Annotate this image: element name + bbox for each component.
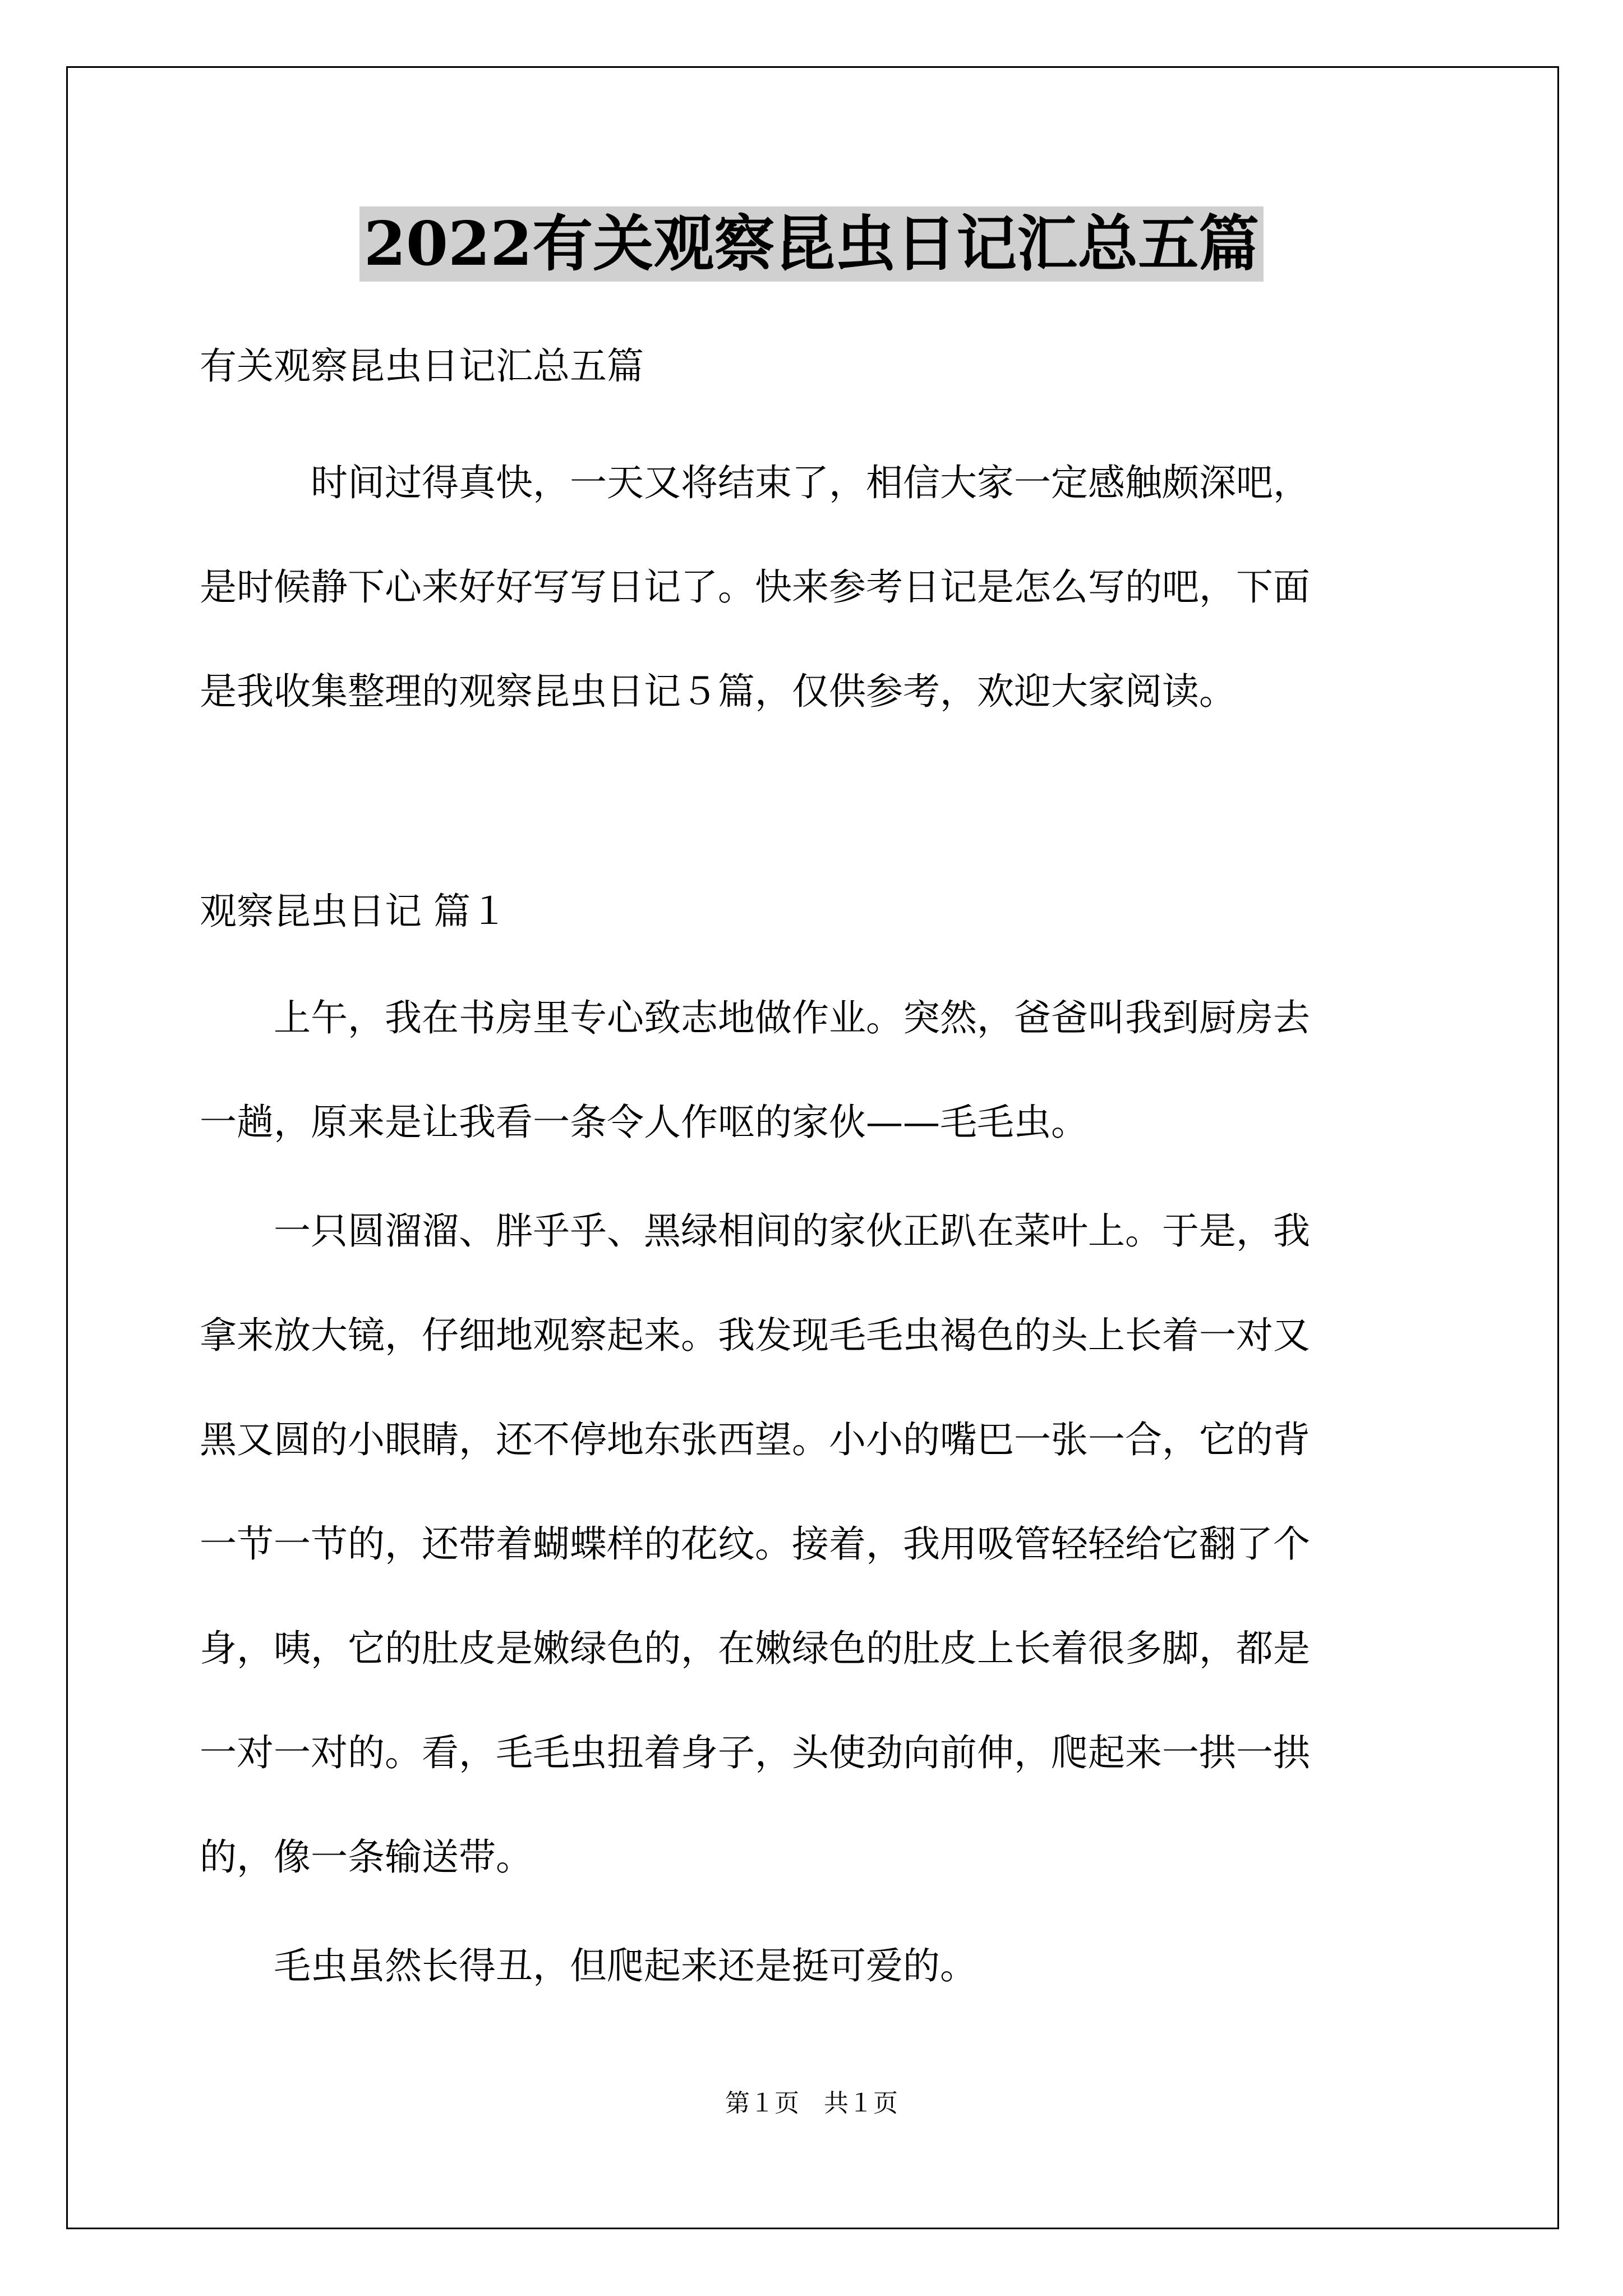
paragraph2-line-1: 一只圆溜溜、胖乎乎、黑绿相间的家伙正趴在菜叶上。于是，我 [200, 1209, 1310, 1253]
paragraph2-line-6: 一对一对的。看，毛毛虫扭着身子，头使劲向前伸，爬起来一拱一拱 [200, 1731, 1310, 1774]
paragraph3-line-1: 毛虫虽然长得丑，但爬起来还是挺可爱的。 [200, 1944, 977, 1987]
paragraph2-line-3: 黑又圆的小眼睛，还不停地东张西望。小小的嘴巴一张一合，它的背 [200, 1418, 1310, 1461]
section-heading: 观察昆虫日记 篇１ [200, 890, 508, 933]
intro-line-2: 是时候静下心来好好写写日记了。快来参考日记是怎么写的吧，下面 [200, 565, 1310, 609]
intro-line-1: 时间过得真快，一天又将结束了，相信大家一定感触颇深吧， [200, 461, 1310, 504]
paragraph1-line-1: 上午，我在书房里专心致志地做作业。突然，爸爸叫我到厨房去 [200, 996, 1310, 1039]
paragraph1-line-2: 一趟，原来是让我看一条令人作呕的家伙——毛毛虫。 [200, 1101, 1088, 1144]
paragraph2-line-2: 拿来放大镜，仔细地观察起来。我发现毛毛虫褐色的头上长着一对又 [200, 1314, 1310, 1357]
document-title-text: 2022有关观察昆虫日记汇总五篇 [359, 206, 1264, 282]
intro-line-3: 是我收集整理的观察昆虫日记５篇，仅供参考，欢迎大家阅读。 [200, 670, 1236, 713]
paragraph2-line-4: 一节一节的，还带着蝴蝶样的花纹。接着，我用吸管轻轻给它翻了个 [200, 1522, 1310, 1566]
document-title [0, 202, 1623, 286]
paragraph2-line-7: 的，像一条输送带。 [200, 1835, 533, 1879]
page-footer: 第１页 共１页 [725, 2089, 898, 2118]
subtitle: 有关观察昆虫日记汇总五篇 [200, 344, 644, 388]
paragraph2-line-5: 身，咦，它的肚皮是嫩绿色的，在嫩绿色的肚皮上长着很多脚，都是 [200, 1627, 1310, 1670]
